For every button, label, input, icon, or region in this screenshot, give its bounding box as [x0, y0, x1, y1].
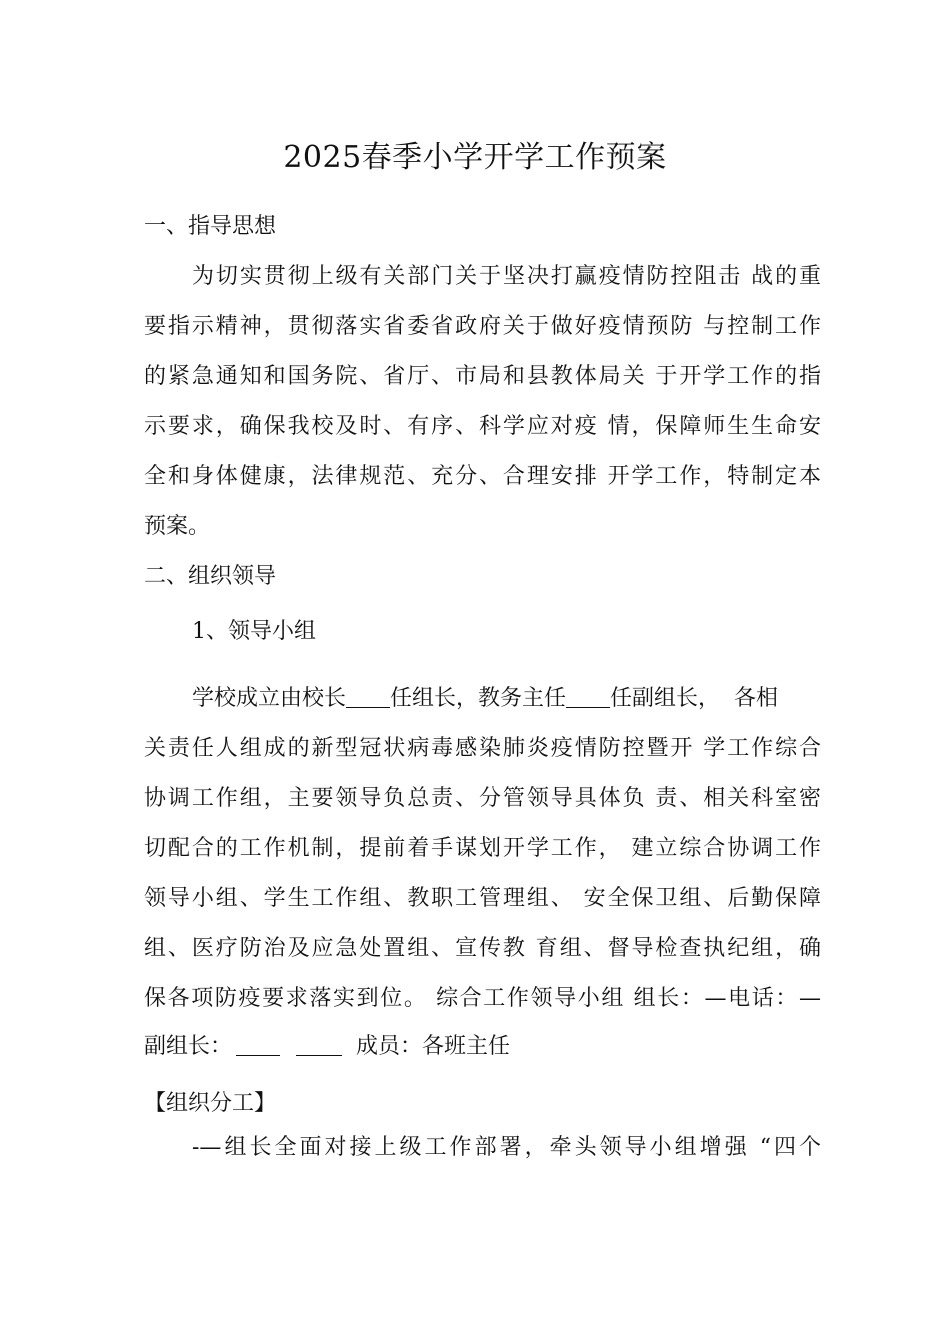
division-heading: 【组织分工】: [144, 1091, 277, 1116]
text-segment: 任组长，教务主任: [390, 686, 567, 711]
text-segment: 任副组长， 各相: [610, 686, 779, 711]
blank-underline: [296, 1033, 342, 1056]
text-segment: 成员：各班主任: [356, 1034, 511, 1059]
paragraph-line: 要指示精神，贯彻落实省委省政府关于做好疫情预防 与控制工作: [144, 314, 821, 339]
blank-underline: [236, 1033, 280, 1056]
paragraph-line: 示要求，确保我校及时、有序、科学应对疫 情，保障师生生命安: [144, 414, 821, 439]
section-heading-2: 二、组织领导: [144, 564, 277, 589]
paragraph-line: 协调工作组，主要领导负总责、分管领导具体负 责、相关科室密: [144, 786, 821, 811]
paragraph-line: 的紧急通知和国务院、省厅、市局和县教体局关 于开学工作的指: [144, 364, 821, 389]
section-heading-1: 一、指导思想: [144, 214, 277, 239]
paragraph-line: 关责任人组成的新型冠状病毒感染肺炎疫情防控暨开 学工作综合: [144, 736, 821, 761]
text-segment: 学校成立由校长: [192, 686, 347, 711]
subsection-heading: 1、领导小组: [192, 619, 316, 644]
document-title: 2025春季小学开学工作预案: [283, 140, 667, 175]
blank-underline: [566, 685, 610, 708]
paragraph-line: 领导小组、学生工作组、教职工管理组、 安全保卫组、后勤保障: [144, 886, 821, 911]
paragraph-line: 保各项防疫要求落实到位。 综合工作领导小组 组长：—电话：—: [144, 986, 821, 1011]
paragraph-line: [144, 1032, 510, 1062]
paragraph-line: [192, 684, 821, 714]
paragraph-line: 为切实贯彻上级有关部门关于坚决打赢疫情防控阻击 战的重: [192, 264, 821, 289]
paragraph-line: 组、医疗防治及应急处置组、宣传教 育组、督导检查执纪组，确: [144, 936, 821, 961]
paragraph-line: -—组长全面对接上级工作部署，牵头领导小组增强 “四个: [192, 1135, 821, 1160]
paragraph-line: 预案。: [144, 514, 211, 539]
paragraph-line: 切配合的工作机制，提前着手谋划开学工作， 建立综合协调工作: [144, 836, 821, 861]
text-segment: 副组长：: [144, 1034, 233, 1059]
paragraph-line: 全和身体健康，法律规范、充分、合理安排 开学工作，特制定本: [144, 464, 821, 489]
blank-underline: [346, 685, 390, 708]
